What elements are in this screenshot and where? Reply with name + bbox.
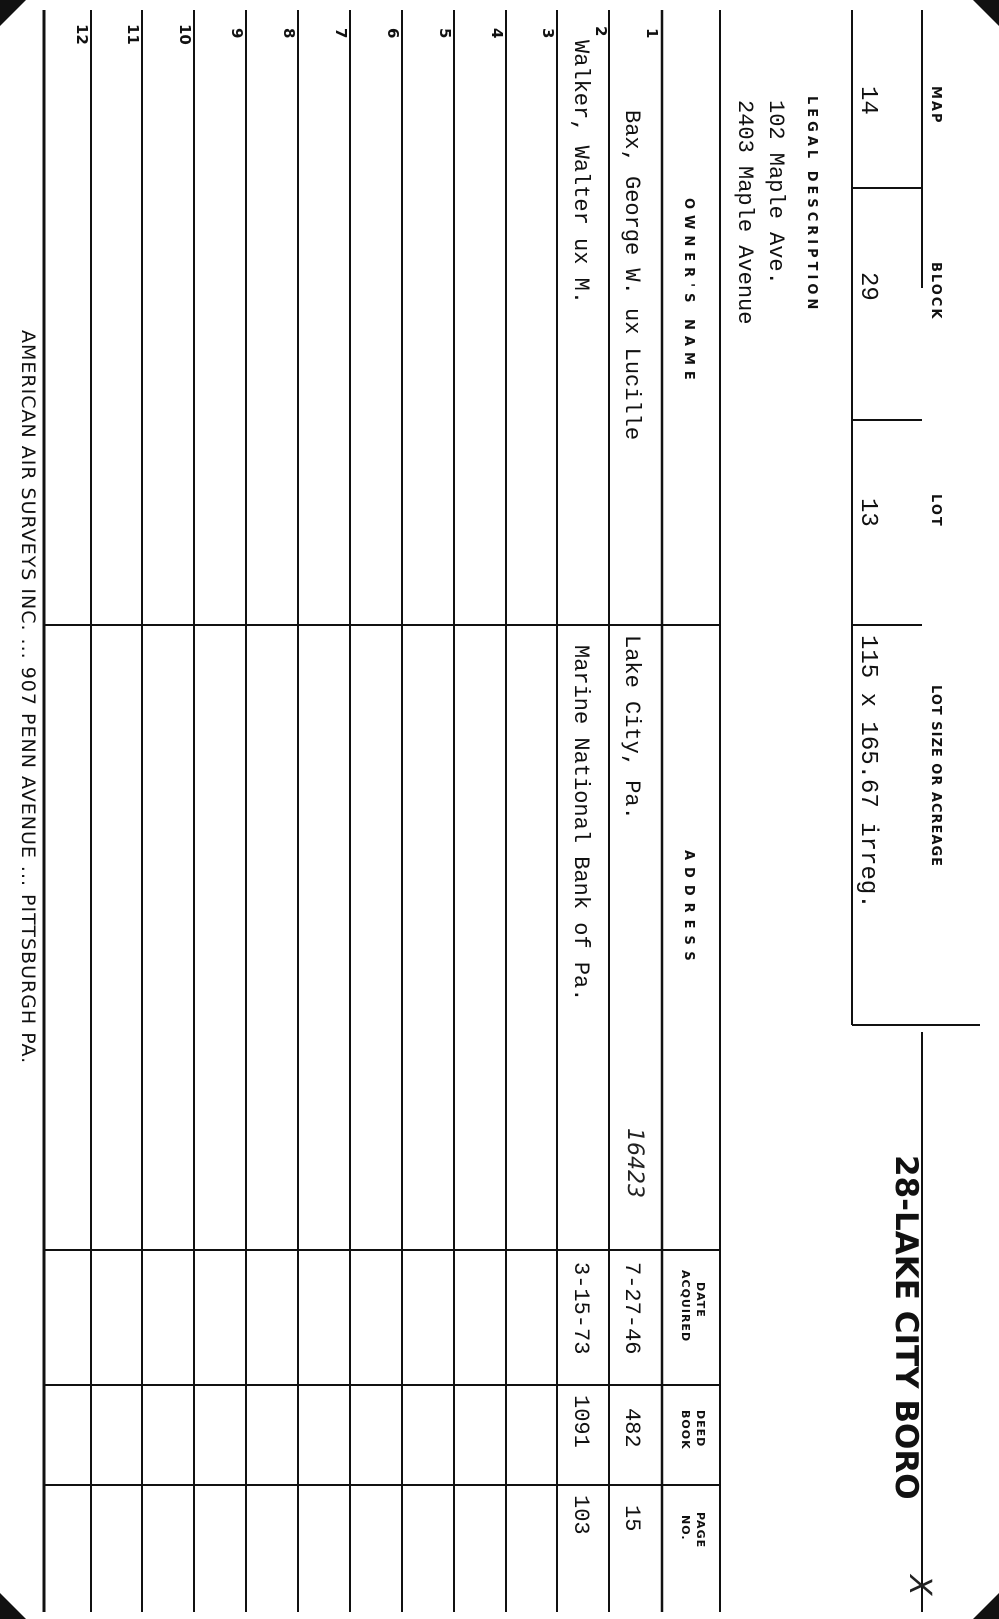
map-value: 14 bbox=[854, 86, 881, 115]
legal-description-label: LEGAL DESCRIPTION bbox=[804, 96, 819, 314]
table-row bbox=[619, 28, 661, 1531]
date-acquired-header-1: DATE bbox=[694, 1282, 707, 1318]
row-number: 10 bbox=[176, 24, 194, 45]
legal-description-line2: 2403 Maple Avenue bbox=[732, 100, 757, 325]
row-number: 4 bbox=[488, 28, 506, 39]
corner-check-mark: X bbox=[902, 1575, 937, 1596]
corner-mark-top-right bbox=[973, 0, 999, 26]
owner-name-header: OWNER'S NAME bbox=[681, 198, 696, 386]
page-no-cell: 103 bbox=[568, 1495, 593, 1535]
deed-book-header-1: DEED bbox=[694, 1410, 707, 1448]
date-acquired-cell: 3-15-73 bbox=[568, 1262, 593, 1355]
card-footer: AMERICAN AIR SURVEYS INC. ... 907 PENN AVENUE ... PITTSBURGH PA. bbox=[17, 330, 39, 1065]
owner-name-cell: Bax, George W. ux Lucille bbox=[619, 110, 644, 441]
row-number: 6 bbox=[384, 28, 402, 39]
corner-mark-bottom-right bbox=[973, 1593, 999, 1619]
row-number: 7 bbox=[332, 28, 350, 39]
lot-value: 13 bbox=[854, 498, 881, 527]
block-label: BLOCK bbox=[928, 262, 943, 321]
row-number: 3 bbox=[539, 28, 557, 39]
zip-handwritten: 16423 bbox=[622, 1128, 647, 1198]
row-number: 2 bbox=[592, 26, 610, 37]
card-title: 28-LAKE CITY BORO bbox=[888, 1155, 924, 1500]
grid-lines bbox=[44, 10, 980, 1612]
corner-mark-bottom-left bbox=[0, 1593, 26, 1619]
row-number: 8 bbox=[280, 28, 298, 39]
page-no-cell: 15 bbox=[619, 1505, 644, 1532]
table-row bbox=[568, 26, 610, 1535]
row-number: 5 bbox=[436, 28, 454, 39]
legal-description-line1: 102 Maple Ave. bbox=[763, 100, 788, 285]
owner-name-cell: Walker, Walter ux M. bbox=[568, 40, 593, 305]
deed-book-cell: 482 bbox=[619, 1408, 644, 1448]
row-number: 1 bbox=[643, 28, 661, 39]
deed-book-header-2: BOOK bbox=[679, 1410, 692, 1450]
page-no-header-2: NO. bbox=[679, 1515, 692, 1541]
date-acquired-header-2: ACQUIRED bbox=[679, 1270, 692, 1343]
lot-size-value: 115 x 165.67 irreg. bbox=[854, 635, 881, 909]
corner-mark-top-left bbox=[0, 0, 26, 26]
row-number: 11 bbox=[124, 24, 142, 45]
row-number: 12 bbox=[73, 24, 91, 45]
address-cell: Lake City, Pa. bbox=[619, 635, 644, 820]
row-number: 9 bbox=[228, 28, 246, 39]
page-no-header-1: PAGE bbox=[694, 1512, 707, 1549]
deed-book-cell: 1091 bbox=[568, 1395, 593, 1448]
address-cell: Marine National Bank of Pa. bbox=[568, 645, 593, 1002]
block-value: 29 bbox=[854, 272, 881, 301]
map-label: MAP bbox=[928, 86, 943, 125]
lot-label: LOT bbox=[928, 494, 943, 528]
date-acquired-cell: 7-27-46 bbox=[619, 1262, 644, 1355]
lot-size-label: LOT SIZE OR ACREAGE bbox=[928, 685, 943, 867]
address-header: ADDRESS bbox=[681, 850, 696, 968]
